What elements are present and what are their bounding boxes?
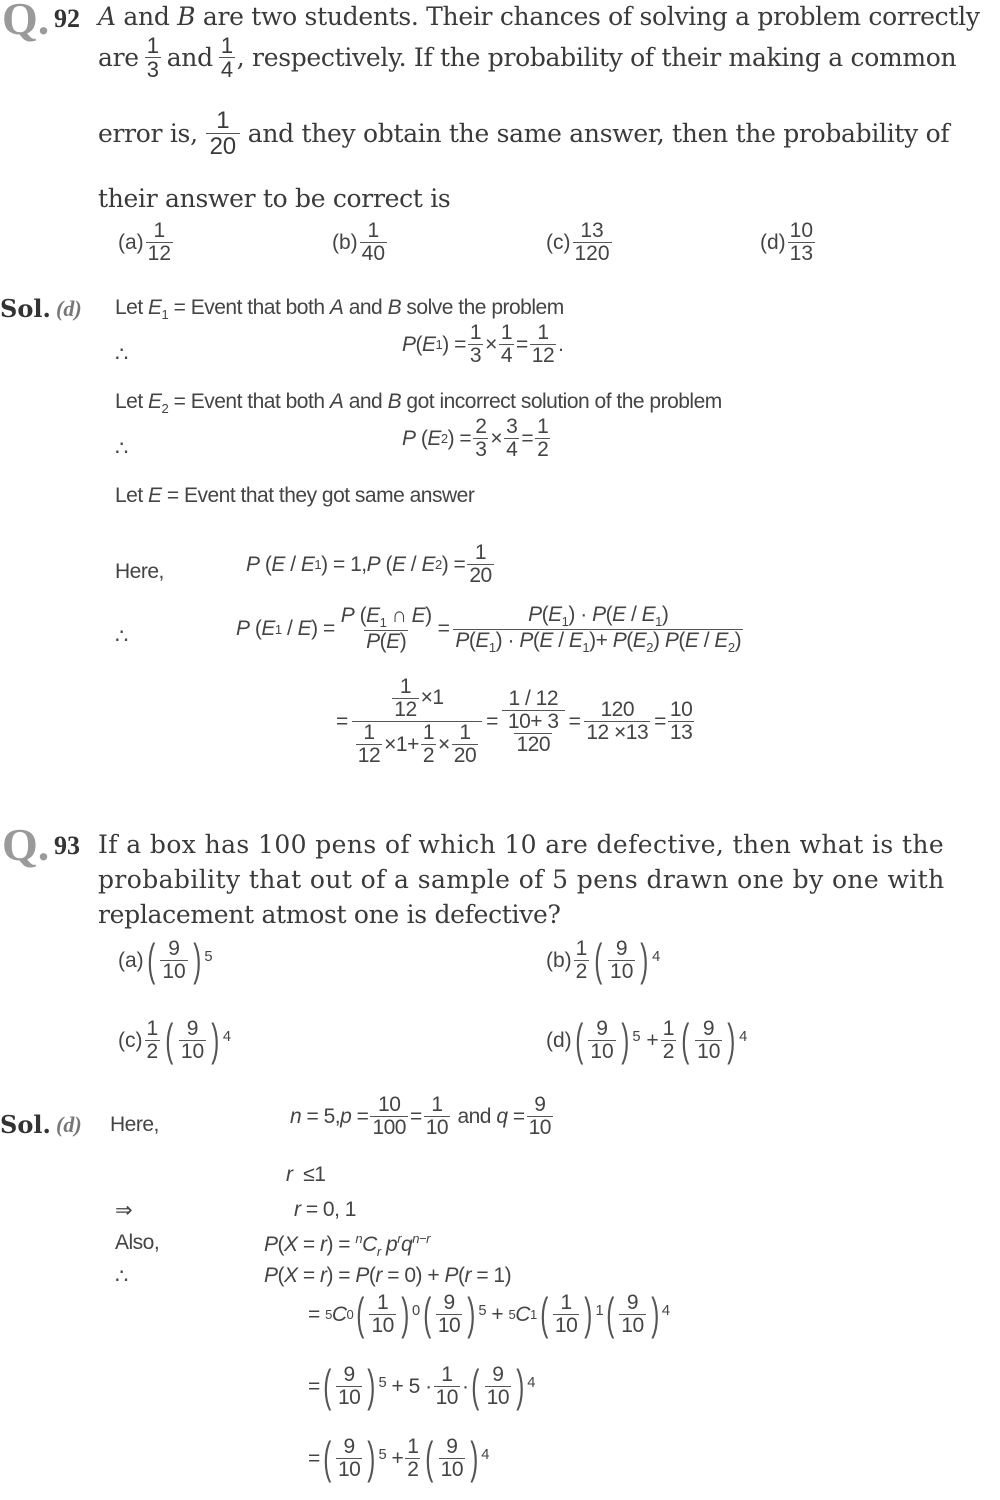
fraction: $\frac{1}{20}$ <box>206 108 240 159</box>
equation-sum: P(X = r) = P(r = 0) + P(r = 1) <box>264 1264 512 1287</box>
question-marker: Q. <box>2 819 50 870</box>
implies-symbol: ⇒ <box>115 1199 133 1222</box>
equation-p-e1: P ( E 1 ) = $\frac{1}{3}$ × $\frac{1}{4}$ = $\frac{1}{12}$ . <box>402 321 564 368</box>
question-line-3: replacement atmost one is defective? <box>98 900 561 929</box>
option-a: (a) ( $\frac{9}{10}$ ) 5 <box>118 935 213 985</box>
question-line-2: are $\frac{1}{3}$ and $\frac{1}{4}$ , respectively. If the probability of their making a common <box>98 33 957 83</box>
here-label: Here, <box>115 560 164 583</box>
solution-line-2: Let $E_2$ = Event that both A and B got incorrect solution of the problem <box>115 390 722 417</box>
equation-conditional: P ( E / E 1 ) = 1, P ( E / E 2 ) = $\frac{1}{20}$ <box>246 541 492 588</box>
equation-step-1: = 5 C 0 ( $\frac{1}{10}$ ) 0 ( $\frac{9}{10}$ ) 5 + 5 C 1 ( $\frac{1}{10}$ ) 1 ( $\frac{9}{10}$ ) 4 <box>308 1289 670 1339</box>
equation-step-3: = ( $\frac{9}{10}$ ) 5 + $\frac{1}{2}$ ( $\frac{9}{10}$ ) 4 <box>308 1433 489 1483</box>
option-c: (c) $\frac{1}{2}$ ( $\frac{9}{10}$ ) 4 <box>118 1015 232 1065</box>
question-number: 92 <box>54 4 80 33</box>
option-a: (a) $\frac{1}{12}$ <box>118 219 172 266</box>
question-line-2: probability that out of a sample of 5 pens drawn one by one with <box>98 865 945 894</box>
option-d: (d) $\frac{10}{13}$ <box>760 219 814 266</box>
option-b: (b) $\frac{1}{40}$ <box>332 219 386 266</box>
equation-r-le-1: r ≤1 <box>286 1163 326 1186</box>
solution-answer: (d) <box>56 1112 82 1137</box>
option-c: (c) $\frac{13}{120}$ <box>546 219 610 266</box>
solution-answer: (d) <box>56 296 82 321</box>
solution-label: Sol. <box>0 294 51 323</box>
equation-parameters: n = 5, p = $\frac{10}{100}$ = $\frac{1}{10}$ and q = $\frac{9}{10}$ <box>290 1093 551 1140</box>
therefore-symbol: ∴ <box>115 625 128 648</box>
equation-step-2: = ( $\frac{9}{10}$ ) 5 + 5 · $\frac{1}{10}$ · ( $\frac{9}{10}$ ) 4 <box>308 1361 535 1411</box>
fraction: $\frac{1}{3}$ <box>146 33 159 83</box>
solution-line-3: Let E = Event that they got same answer <box>115 484 475 507</box>
here-label: Here, <box>110 1113 159 1136</box>
question-line-1: If a box has 100 pens of which 10 are defective, then what is the <box>98 830 945 859</box>
question-line-1: A and B are two students. Their chances of solving a problem correctly <box>98 2 980 31</box>
therefore-symbol: ∴ <box>115 1265 128 1288</box>
option-d: (d) ( $\frac{9}{10}$ ) 5 + $\frac{1}{2}$ ( $\frac{9}{10}$ ) 4 <box>546 1015 748 1065</box>
therefore-symbol: ∴ <box>115 437 128 460</box>
equation-p-e2: P ( E 2 ) = $\frac{2}{3}$ × $\frac{3}{4}$ = $\frac{1}{2}$ <box>402 415 549 462</box>
option-b: (b) $\frac{1}{2}$ ( $\frac{9}{10}$ ) 4 <box>546 935 661 985</box>
question-line-4: their answer to be correct is <box>98 184 451 213</box>
fraction: $\frac{1}{4}$ <box>220 33 233 83</box>
also-label: Also, <box>115 1231 160 1254</box>
equation-binomial: $P(X = r) = ^nC_r$ $p^rq^{n-r}$ <box>264 1231 430 1260</box>
solution-line-1: Let $E_1$ = Event that both A and B solve the problem <box>115 296 564 323</box>
equation-bayes-result: = $\frac{1}{12}$ ×1 $\frac{1}{12}$ ×1+ $\frac{1}{2}$ × $\frac{1}{20}$ = $\frac{1 / 12}{\frac{10+ 3}{120}}$ = $\frac{120}{12 \times 13}$ = $\frac{10}{13}$ <box>336 675 693 768</box>
question-marker: Q. <box>2 0 50 44</box>
question-line-3: error is, $\frac{1}{20}$ and they obtain the same answer, then the probability of <box>98 107 950 161</box>
equation-bayes: P ( E 1 / E ) = $\frac{P (E_1 \cap E)}{P(E)}$ = $\frac{P(E_1) \cdot P(E / E_1)}{P(E_1) \cdot P(E / E_1)+ P(E_2) P(E / E_2)}$ <box>236 603 742 656</box>
equation-r-values: r = 0, 1 <box>294 1198 356 1221</box>
therefore-symbol: ∴ <box>115 343 128 366</box>
question-number: 93 <box>54 831 80 860</box>
solution-label: Sol. <box>0 1110 51 1139</box>
